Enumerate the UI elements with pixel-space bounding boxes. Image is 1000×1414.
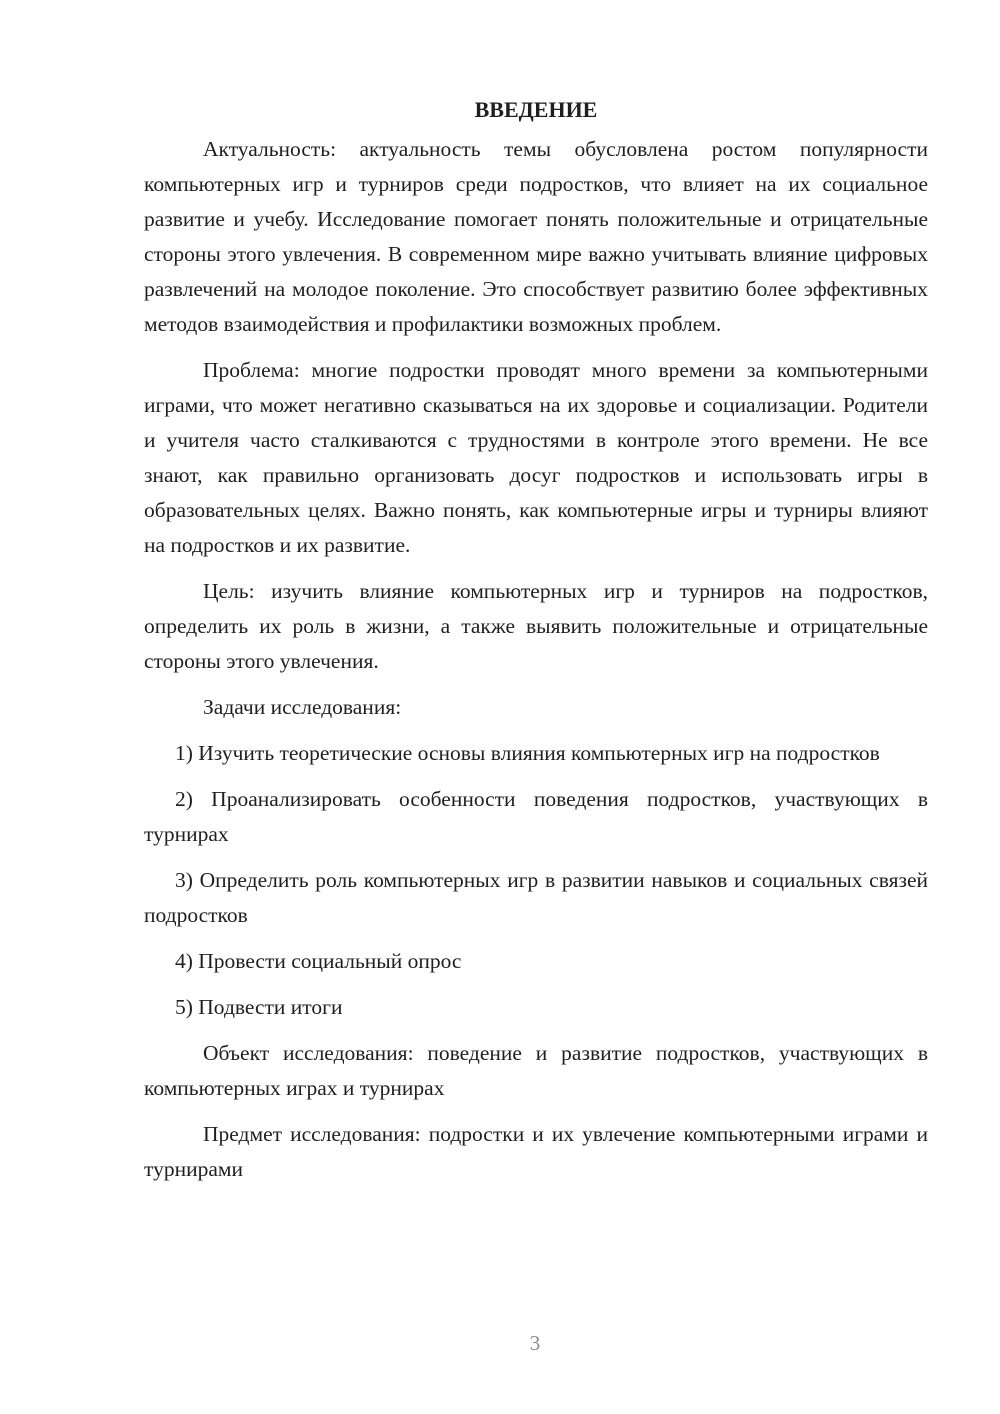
task-item-2: 2) Проанализировать особенности поведения подростков, участвующих в турнирах: [144, 787, 928, 846]
subject-paragraph: Предмет исследования: подростки и их увлечение компьютерными играми и турнирами: [144, 1122, 928, 1181]
task-item-4: 4) Провести социальный опрос: [175, 949, 462, 973]
relevance-paragraph: Актуальность: актуальность темы обусловлена ростом популярности компьютерных игр и турниров среди подростков, что влияет на их социальное развитие и учебу. Исследование помогает понять положительные и отрицательные стороны этого увлечения. В современном мире важно учитывать влияние цифровых развлечений на молодое поколение. Это способствует развитию более эффективных методов взаимодействия и профилактики возможных проблем.: [144, 137, 928, 336]
section-title: ВВЕДЕНИЕ: [474, 97, 598, 122]
goal-paragraph: Цель: изучить влияние компьютерных игр и турниров на подростков, определить их роль в жизни, а также выявить положительные и отрицательные стороны этого увлечения.: [144, 579, 928, 673]
tasks-heading: Задачи исследования:: [203, 695, 402, 719]
task-item-3: 3) Определить роль компьютерных игр в развитии навыков и социальных связей подростков: [144, 868, 928, 927]
task-item-1: 1) Изучить теоретические основы влияния компьютерных игр на подростков: [175, 741, 880, 765]
page-number: 3: [529, 1331, 541, 1355]
problem-paragraph: Проблема: многие подростки проводят много времени за компьютерными играми, что может негативно сказываться на их здоровье и социализации. Родители и учителя часто сталкиваются с трудностями в контроле этого времени. Не все знают, как правильно организовать досуг подростков и использовать игры в образовательных целях. Важно понять, как компьютерные игры и турниры влияют на подростков и их развитие.: [144, 358, 928, 557]
document-page: [144, 92, 928, 1198]
object-paragraph: Объект исследования: поведение и развитие подростков, участвующих в компьютерных играх и турнирах: [144, 1041, 928, 1100]
task-item-5: 5) Подвести итоги: [175, 995, 343, 1019]
